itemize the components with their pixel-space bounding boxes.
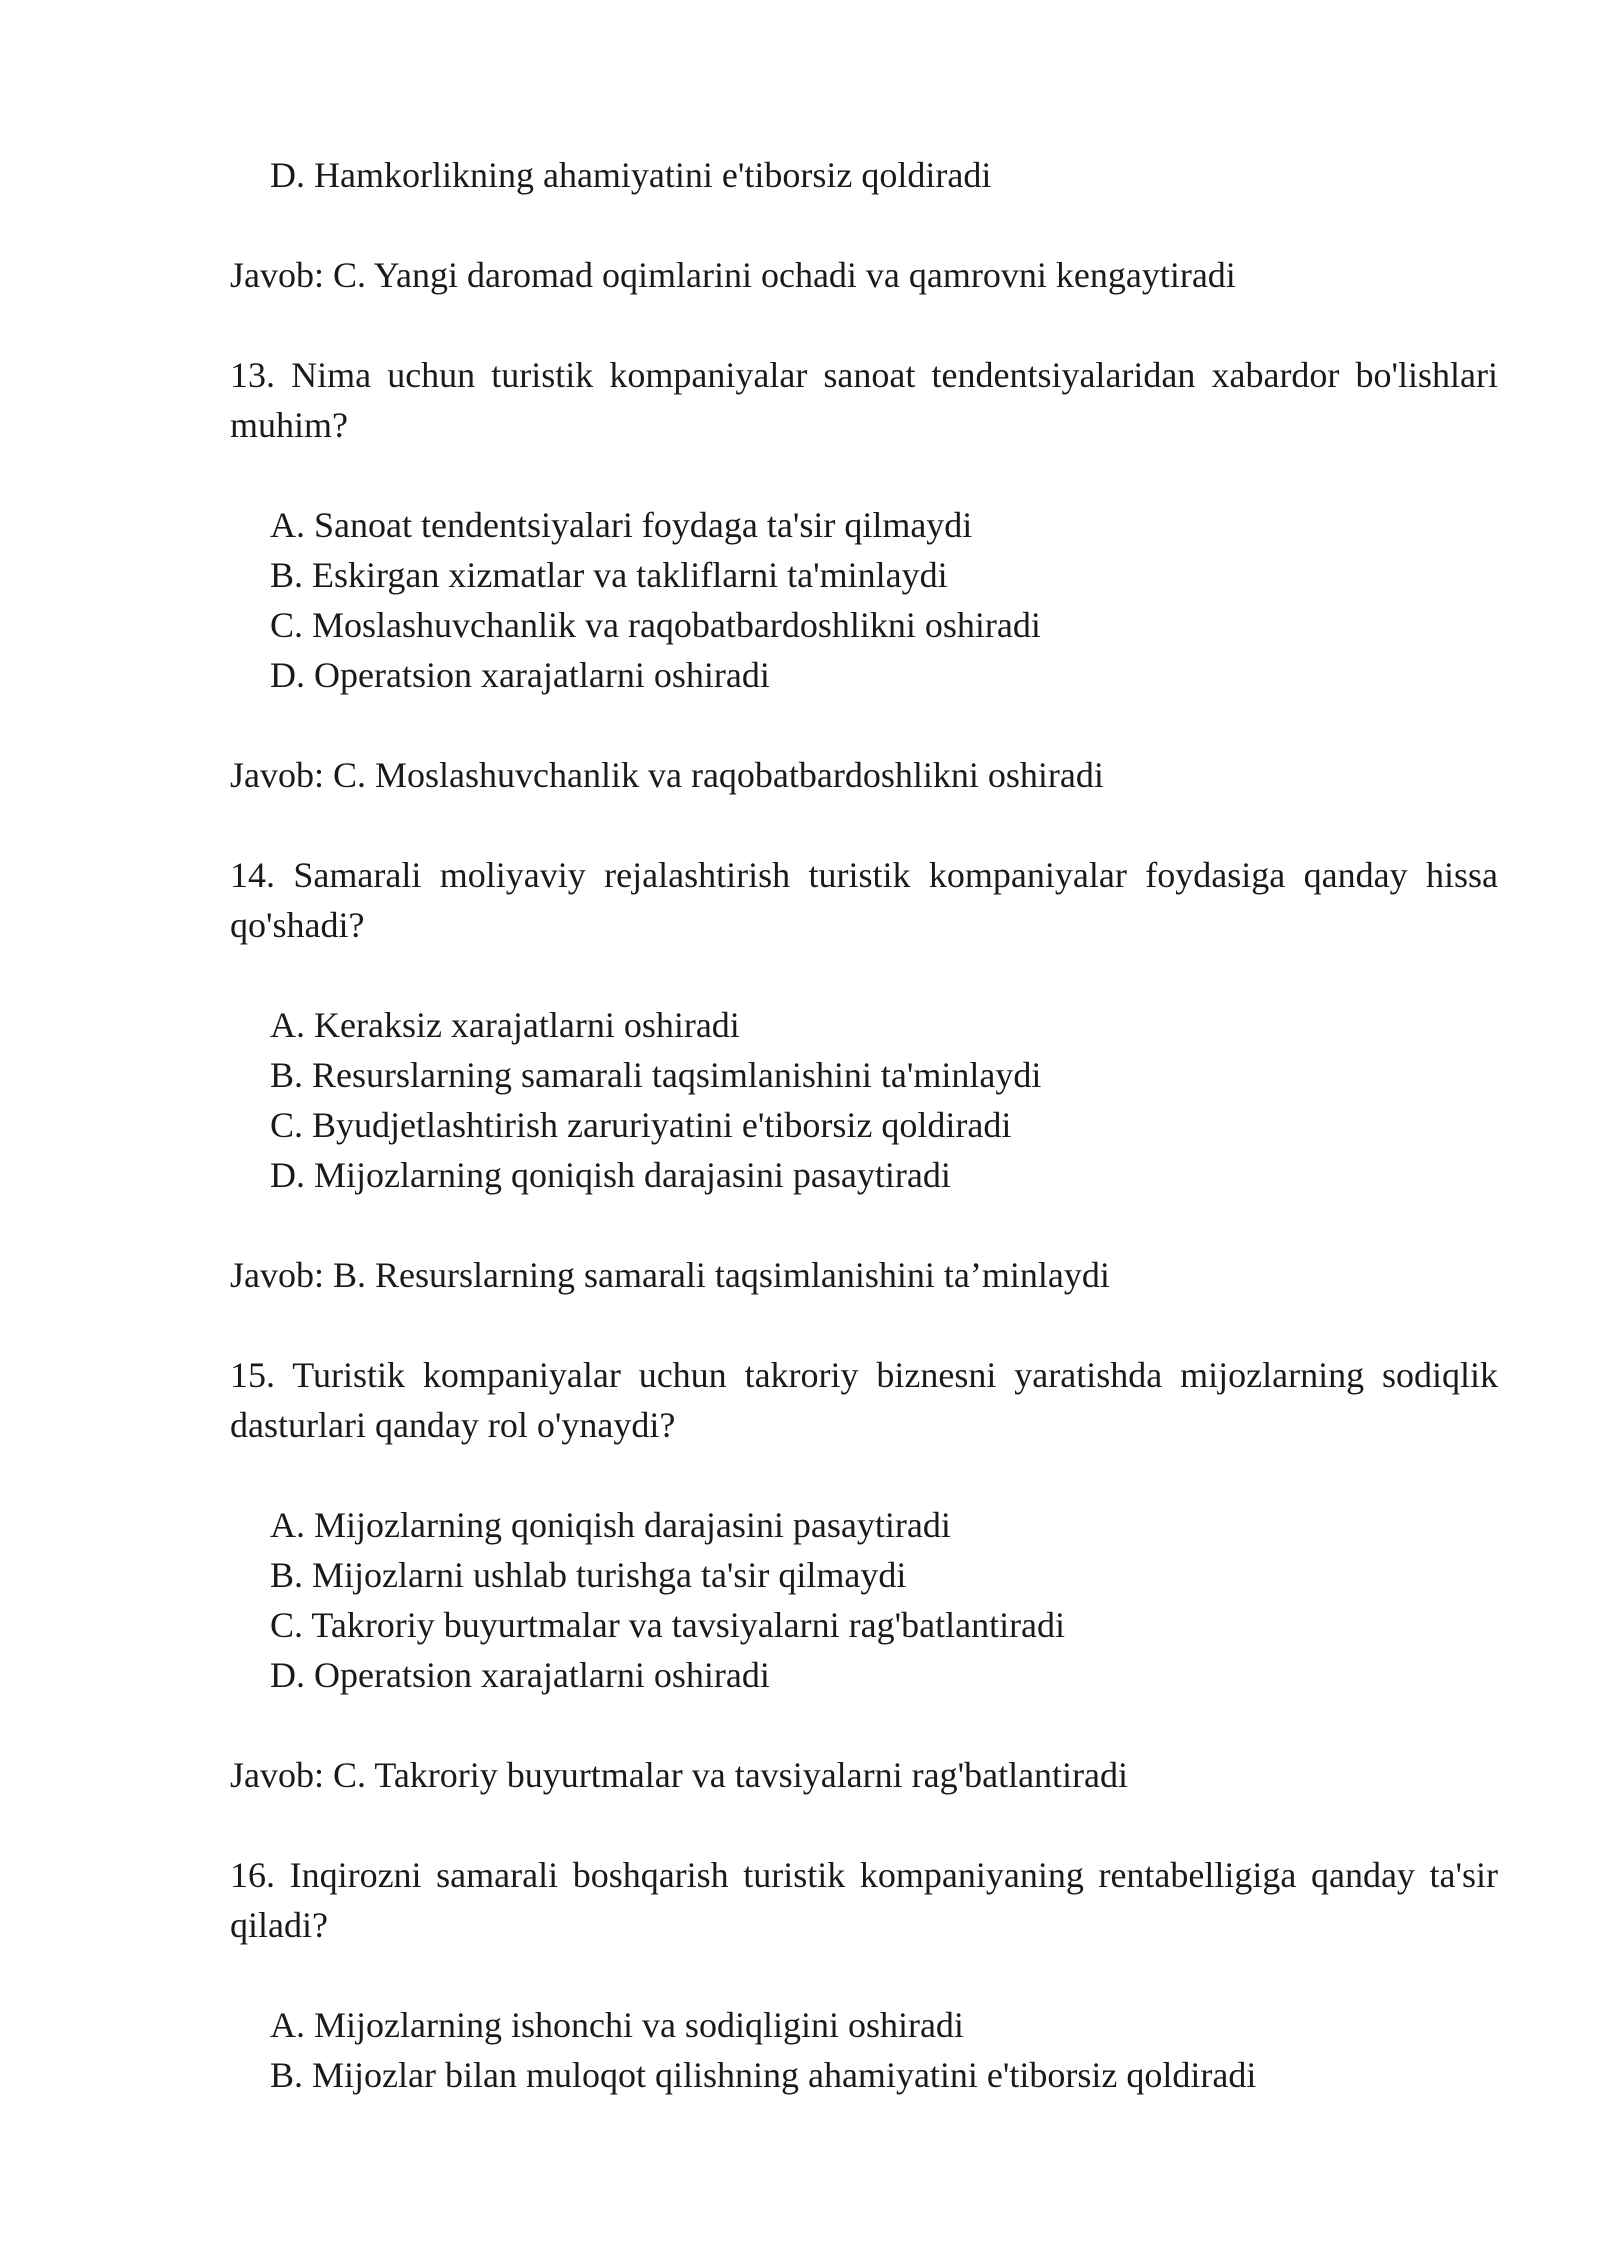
- option-a: A. Keraksiz xarajatlarni oshiradi: [270, 1005, 740, 1045]
- option-a: A. Sanoat tendentsiyalari foydaga ta'sir qilmaydi: [270, 505, 973, 545]
- option-b: B. Mijozlarni ushlab turishga ta'sir qilmaydi: [270, 1555, 907, 1595]
- question-14: 14. Samarali moliyaviy rejalashtirish turistik kompaniyalar foydasiga qanday hissa qo'shadi?: [230, 855, 1498, 945]
- option-c: C. Moslashuvchanlik va raqobatbardoshlikni oshiradi: [270, 605, 1041, 645]
- answer-line: Javob: C. Yangi daromad oqimlarini ochadi va qamrovni kengaytiradi: [230, 255, 1236, 295]
- question-15: 15. Turistik kompaniyalar uchun takroriy biznesni yaratishda mijozlarning sodiqlik dasturlari qanday rol o'ynaydi?: [230, 1355, 1498, 1445]
- answer-line: Javob: C. Moslashuvchanlik va raqobatbardoshlikni oshiradi: [230, 755, 1104, 795]
- option-a: A. Mijozlarning qoniqish darajasini pasaytiradi: [270, 1505, 951, 1545]
- option-d: D. Operatsion xarajatlarni oshiradi: [270, 1655, 770, 1695]
- option-d: D. Operatsion xarajatlarni oshiradi: [270, 655, 770, 695]
- option-c: C. Byudjetlashtirish zaruriyatini e'tiborsiz qoldiradi: [270, 1105, 1012, 1145]
- question-13: 13. Nima uchun turistik kompaniyalar sanoat tendentsiyalaridan xabardor bo'lishlari muhim?: [230, 355, 1498, 445]
- option-b: B. Resurslarning samarali taqsimlanishini ta'minlaydi: [270, 1055, 1042, 1095]
- option-b: B. Mijozlar bilan muloqot qilishning ahamiyatini e'tiborsiz qoldiradi: [270, 2055, 1257, 2095]
- option-a: A. Mijozlarning ishonchi va sodiqligini oshiradi: [270, 2005, 964, 2045]
- option-b: B. Eskirgan xizmatlar va takliflarni ta'minlaydi: [270, 555, 948, 595]
- question-16: 16. Inqirozni samarali boshqarish turistik kompaniyaning rentabelligiga qanday ta'sir qiladi?: [230, 1855, 1498, 1945]
- answer-line: Javob: C. Takroriy buyurtmalar va tavsiyalarni rag'batlantiradi: [230, 1755, 1129, 1795]
- option-c: C. Takroriy buyurtmalar va tavsiyalarni rag'batlantiradi: [270, 1605, 1066, 1645]
- option-d: D. Hamkorlikning ahamiyatini e'tiborsiz qoldiradi: [270, 155, 992, 195]
- answer-line: Javob: B. Resurslarning samarali taqsimlanishini ta’minlaydi: [230, 1255, 1110, 1295]
- document-page: [230, 150, 1498, 2100]
- option-d: D. Mijozlarning qoniqish darajasini pasaytiradi: [270, 1155, 951, 1195]
